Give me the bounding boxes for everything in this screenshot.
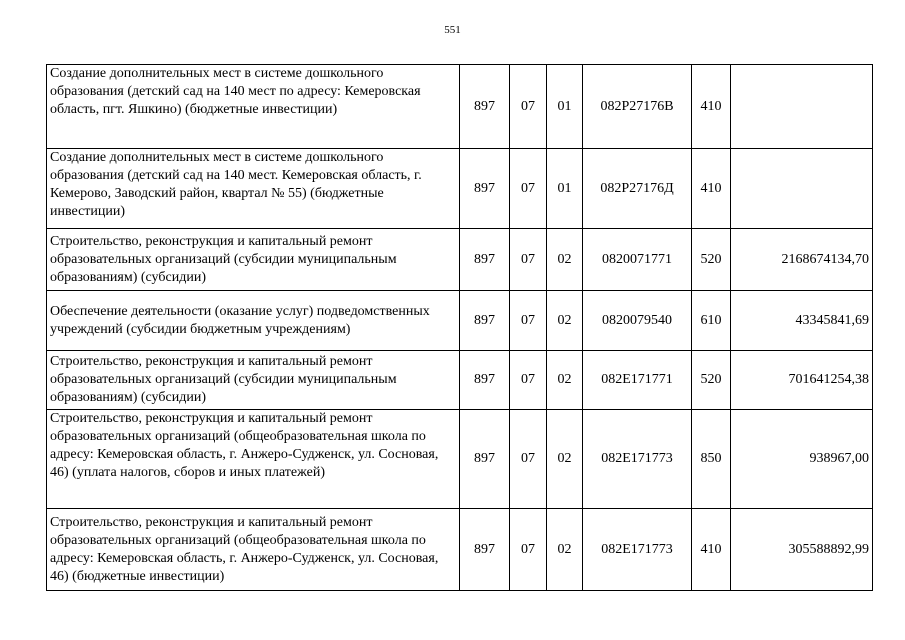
row-subsection-code: 01 [547,149,583,229]
table-row [47,291,873,351]
row-expense-type: 520 [692,229,731,291]
row-section-code: 07 [510,351,547,410]
row-section-code: 07 [510,291,547,351]
row-target-article: 082P27176Д [583,149,692,229]
row-amount: 701641254,38 [731,351,873,410]
row-description: Создание дополнительных мест в системе дошкольного образования (детский сад на 140 мест. Кемеровская область, г. Кемерово, Заводский район, квартал № 55) (бюджетные инвестиции) [47,149,460,229]
row-expense-type: 610 [692,291,731,351]
row-expense-type: 410 [692,149,731,229]
row-amount [731,149,873,229]
row-ministry-code: 897 [460,65,510,149]
row-expense-type: 410 [692,65,731,149]
row-description: Обеспечение деятельности (оказание услуг) подведомственных учреждений (субсидии бюджетным учреждениям) [47,291,460,351]
row-ministry-code: 897 [460,291,510,351]
row-ministry-code: 897 [460,149,510,229]
row-target-article: 082P27176В [583,65,692,149]
row-amount: 938967,00 [731,410,873,509]
row-amount: 43345841,69 [731,291,873,351]
row-section-code: 07 [510,65,547,149]
row-description: Строительство, реконструкция и капитальный ремонт образовательных организаций (общеобразовательная школа по адресу: Кемеровская область, г. Анжеро-Судженск, ул. Сосновая, 46) (уплата налогов, сборов и иных платежей) [47,410,460,509]
row-amount: 2168674134,70 [731,229,873,291]
row-expense-type: 410 [692,509,731,591]
row-ministry-code: 897 [460,351,510,410]
row-ministry-code: 897 [460,509,510,591]
row-target-article: 082E171771 [583,351,692,410]
row-target-article: 082E171773 [583,410,692,509]
table-row [47,229,873,291]
table-row [47,509,873,591]
row-section-code: 07 [510,229,547,291]
row-description: Строительство, реконструкция и капитальный ремонт образовательных организаций (субсидии муниципальным образованиям) (субсидии) [47,351,460,410]
table-row [47,149,873,229]
row-subsection-code: 02 [547,229,583,291]
row-section-code: 07 [510,509,547,591]
row-ministry-code: 897 [460,229,510,291]
row-description: Создание дополнительных мест в системе дошкольного образования (детский сад на 140 мест по адресу: Кемеровская область, пгт. Яшкино) (бюджетные инвестиции) [47,65,460,149]
row-subsection-code: 02 [547,351,583,410]
row-description: Строительство, реконструкция и капитальный ремонт образовательных организаций (субсидии муниципальным образованиям) (субсидии) [47,229,460,291]
row-amount [731,65,873,149]
row-expense-type: 850 [692,410,731,509]
table-row [47,410,873,509]
row-description: Строительство, реконструкция и капитальный ремонт образовательных организаций (общеобразовательная школа по адресу: Кемеровская область, г. Анжеро-Судженск, ул. Сосновая, 46) (бюджетные инвестиции) [47,509,460,591]
row-expense-type: 520 [692,351,731,410]
row-target-article: 082E171773 [583,509,692,591]
row-subsection-code: 02 [547,509,583,591]
row-target-article: 0820079540 [583,291,692,351]
row-target-article: 0820071771 [583,229,692,291]
page-number: 551 [444,24,461,36]
row-subsection-code: 02 [547,291,583,351]
row-section-code: 07 [510,410,547,509]
budget-table [46,64,873,591]
row-subsection-code: 02 [547,410,583,509]
row-section-code: 07 [510,149,547,229]
row-subsection-code: 01 [547,65,583,149]
row-amount: 305588892,99 [731,509,873,591]
table-row [47,65,873,149]
table-row [47,351,873,410]
row-ministry-code: 897 [460,410,510,509]
